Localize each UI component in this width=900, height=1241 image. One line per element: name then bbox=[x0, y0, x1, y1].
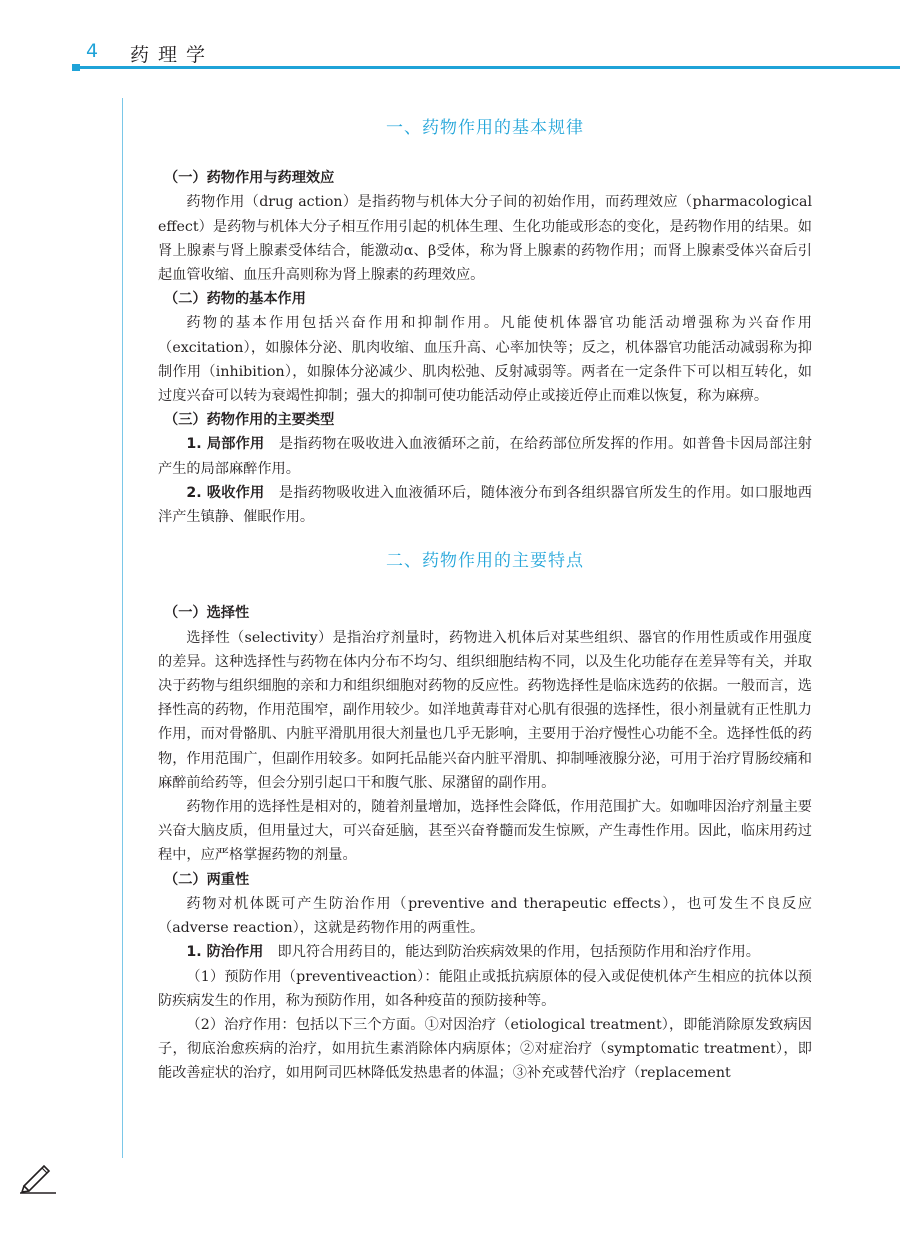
subheading-2-1: （一）选择性 bbox=[164, 605, 250, 622]
subheading-2-2: （二）两重性 bbox=[164, 871, 250, 888]
term-text: 即凡符合用药目的，能达到防治疾病效果的作用，包括预防作用和治疗作用。 bbox=[277, 944, 760, 961]
header-tick bbox=[72, 64, 80, 71]
term-label: 2. 吸收作用 bbox=[186, 484, 265, 501]
paragraph: 药物的基本作用包括兴奋作用和抑制作用。凡能使机体器官功能活动增强称为兴奋作用（excitation），如腺体分泌、肌肉收缩、血压升高、心率加快等；反之，机体器官功能活动减弱称为抑制作用（inhibition），如腺体分泌减少、肌肉松弛、反射减弱等。两者在一定条件下可以相互转化，如过度兴奋可以转为衰竭性抑制；强大的抑制可使功能活动停止或接近停止而难以恢复，称为麻痹。 bbox=[158, 315, 812, 405]
paragraph bbox=[158, 432, 812, 480]
paragraph: 药物对机体既可产生防治作用（preventive and therapeutic effects），也可发生不良反应（adverse reaction），这就是药物作用的两重性。 bbox=[158, 895, 812, 937]
paragraph bbox=[158, 940, 812, 964]
subheading-1-1: （一）药物作用与药理效应 bbox=[164, 170, 335, 187]
section-title-2: 二、药物作用的主要特点 bbox=[386, 551, 584, 572]
book-title: 药理学 bbox=[130, 44, 215, 66]
paragraph: 选择性（selectivity）是指治疗剂量时，药物进入机体后对某些组织、器官的作用性质或作用强度的差异。这种选择性与药物在体内分布不均匀、组织细胞结构不同，以及生化功能存在差异等有关，并取决于药物与组织细胞的亲和力和组织细胞对药物的反应性。药物选择性是临床选药的依据。一般而言，选择性高的药物，作用范围窄，副作用较少。如洋地黄毒苷对心肌有很强的选择性，很小剂量就有正性肌力作用，而对骨骼肌、内脏平滑肌用很大剂量也几乎无影响，主要用于治疗慢性心功能不全。选择性低的药物，作用范围广，但副作用较多。如阿托品能兴奋内脏平滑肌、抑制唾液腺分泌，可用于治疗胃肠绞痛和麻醉前给药等，但会分别引起口干和腹气胀、尿潴留的副作用。 bbox=[158, 629, 812, 791]
section-title-1: 一、药物作用的基本规律 bbox=[386, 118, 584, 138]
term-label: 1. 防治作用 bbox=[186, 944, 264, 961]
pen-icon bbox=[18, 1158, 58, 1198]
subheading-1-2: （二）药物的基本作用 bbox=[164, 291, 306, 308]
term-label: 1. 局部作用 bbox=[186, 436, 265, 453]
page-header bbox=[0, 0, 900, 80]
paragraph bbox=[158, 481, 812, 529]
term-text: 是指药物在吸收进入血液循环之前，在给药部位所发挥的作用。如普鲁卡因局部注射产生的局部麻醉作用。 bbox=[158, 436, 812, 477]
subheading-1-3: （三）药物作用的主要类型 bbox=[164, 412, 335, 429]
paragraph: （2）治疗作用：包括以下三个方面。①对因治疗（etiological treatment），即能消除原发致病因子，彻底治愈疾病的治疗，如用抗生素消除体内病原体；②对症治疗（symptomatic treatment），即能改善症状的治疗，如用阿司匹林降低发热患者的体温；③补充或替代治疗（replacement bbox=[158, 1016, 812, 1082]
page-number: 4 bbox=[86, 40, 99, 62]
paragraph: 药物作用的选择性是相对的，随着剂量增加，选择性会降低，作用范围扩大。如咖啡因治疗剂量主要兴奋大脑皮质，但用量过大，可兴奋延脑，甚至兴奋脊髓而发生惊厥，产生毒性作用。因此，临床用药过程中，应严格掌握药物的剂量。 bbox=[158, 799, 812, 864]
header-rule bbox=[72, 66, 900, 69]
term-text: 是指药物吸收进入血液循环后，随体液分布到各组织器官所发生的作用。如口服地西泮产生镇静、催眠作用。 bbox=[158, 484, 812, 526]
page-content bbox=[158, 112, 812, 1086]
paragraph: 药物作用（drug action）是指药物与机体大分子间的初始作用，而药理效应（pharmacological effect）是药物与机体大分子相互作用引起的机体生理、生化功能或形态的变化，是药物作用的结果。如肾上腺素与肾上腺素受体结合，能激动α、β受体，称为肾上腺素的药物作用；而肾上腺素受体兴奋后引起血管收缩、血压升高则称为肾上腺素的药理效应。 bbox=[158, 194, 812, 284]
paragraph: （1）预防作用（preventiveaction）：能阻止或抵抗病原体的侵入或促使机体产生相应的抗体以预防疾病发生的作用，称为预防作用，如各种疫苗的预防接种等。 bbox=[158, 968, 812, 1009]
margin-rule bbox=[122, 98, 123, 1158]
